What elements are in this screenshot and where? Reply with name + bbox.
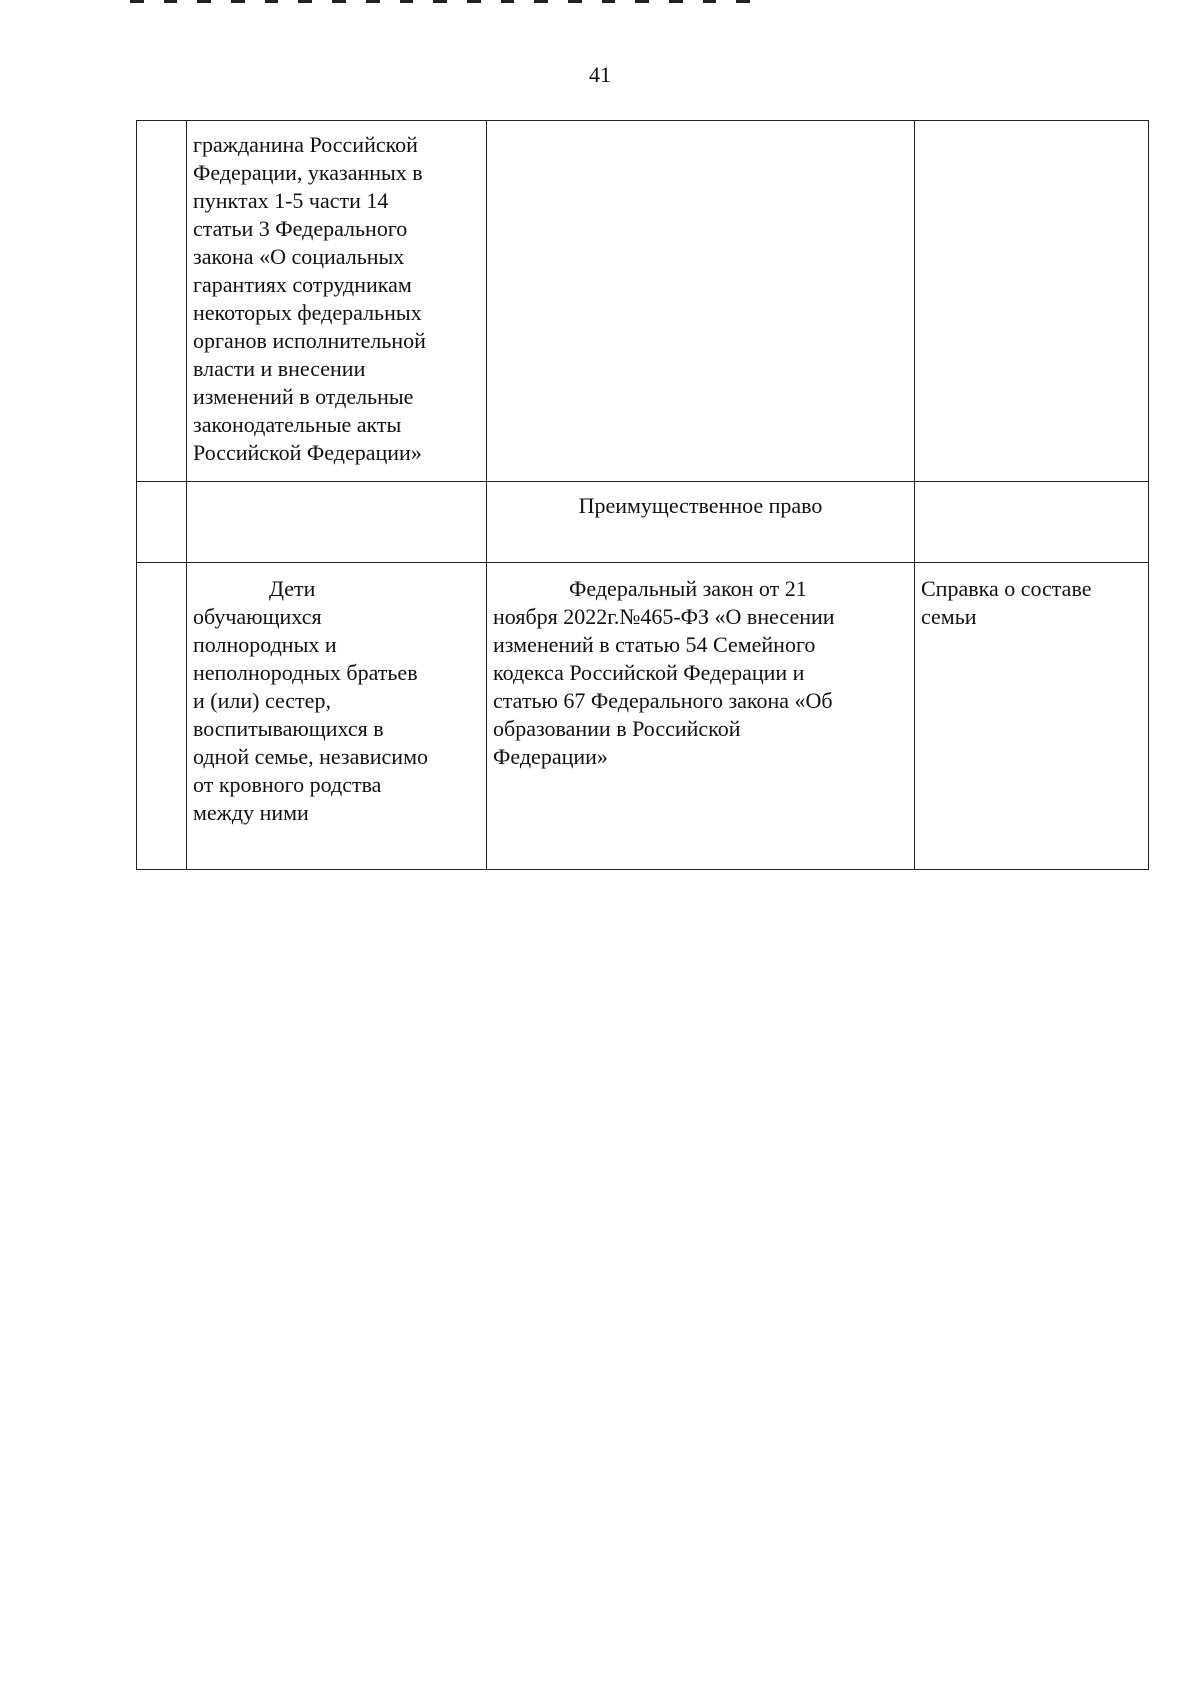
law-cell (487, 482, 915, 563)
category-cell (187, 482, 487, 563)
document-text: Справка о составе семьи (921, 576, 1092, 629)
table-row (137, 482, 1149, 563)
law-cell (487, 121, 915, 482)
category-first-line: Дети (269, 576, 316, 601)
law-cell (487, 563, 915, 870)
law-first-line: Федеральный закон от 21 (569, 576, 807, 601)
document-cell (915, 482, 1149, 563)
document-table (136, 120, 1149, 870)
document-cell (915, 563, 1149, 870)
category-cell (187, 121, 487, 482)
category-cell (187, 563, 487, 870)
category-text: обучающихся полнородных и неполнородных братьев и (или) сестер, воспитывающихся в одной семье, независимо от кровного родства между ними (193, 604, 429, 825)
law-text: ноября 2022г.№465-ФЗ «О внесении изменений в статью 54 Семейного кодекса Российской Федерации и статью 67 Федерального закона «Об образовании в Российской Федерации» (493, 604, 835, 769)
number-cell (137, 563, 187, 870)
table-row (137, 121, 1149, 482)
page-number: 41 (589, 62, 611, 87)
number-cell (137, 482, 187, 563)
number-cell (137, 121, 187, 482)
category-text: гражданина Российской Федерации, указанных в пунктах 1-5 части 14 статьи 3 Федерального закона «О социальных гарантиях сотрудникам некоторых федеральных органов исполнительной власти и внесении изменений в отдельные законодательные акты Российской Федерации» (193, 132, 426, 465)
section-heading: Преимущественное право (578, 493, 823, 518)
top-scan-marks (130, 0, 750, 4)
table-row (137, 563, 1149, 870)
document-cell (915, 121, 1149, 482)
